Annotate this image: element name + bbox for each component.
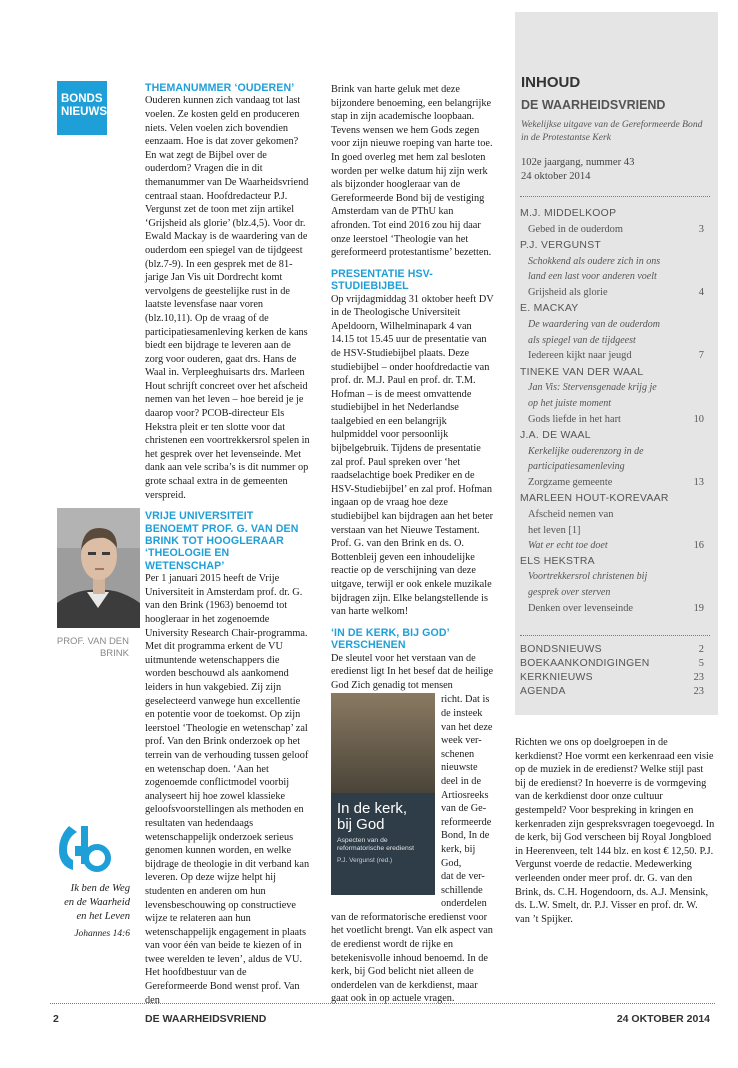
footer-date: 24 OKTOBER 2014: [616, 1013, 710, 1025]
toc-article: Gebed in de ouderdom: [528, 223, 623, 235]
toc-section-row: [520, 685, 704, 698]
toc-author: J.A. DE WAAL: [520, 430, 591, 441]
toc-author: ELS HEKSTRA: [520, 555, 595, 567]
toc-row: [520, 445, 704, 458]
toc-row: [520, 570, 704, 583]
toc-row: [520, 239, 704, 252]
wrap-line: nieuwste: [441, 762, 478, 774]
toc-article: Grijsheid als glorie: [528, 286, 608, 298]
quote-line2: en de Waarheid: [64, 897, 130, 908]
heading-vrije-universiteit: VRIJE UNIVERSITEIT BENOEMT PROF. G. VAN DEN BRINK TOT HOOGLERAAR ‘THEOLOGIE EN WETENSCHAP’: [145, 510, 299, 572]
badge-line2: NIEUWS: [61, 106, 107, 118]
toc-desc: als spiegel van de tijdgeest: [528, 334, 636, 346]
heading-themanummer: THEMANUMMER ‘OUDEREN’: [145, 82, 295, 94]
footer-divider: [50, 1003, 715, 1004]
toc-author: M.J. MIDDELKOOP: [520, 208, 617, 219]
book-cover: [331, 693, 435, 895]
portrait-image: [57, 508, 140, 628]
toc-page-number: 23: [693, 672, 704, 683]
toc-desc: land een last voor anderen voelt: [528, 271, 657, 283]
toc-page-number: 3: [698, 223, 704, 235]
footer-page-number: 2: [53, 1013, 59, 1025]
paragraph-benoeming-vervolg: Brink van harte geluk met deze bijzondere benoeming, een belangrijke stap in zijn academische loopbaan. Tevens wensen we hem Gods zegen voor zijn nieuwe roeping van harte toe. In goed overleg met hem zal besloten worden per welke datum hij zijn werk als bijzonder hoogleraar van de Gereformeerde Bond bij de vestiging Amsterdam van de PThU kan afronden. Tot eind 2016 zou hij daar onze leerstoel ‘Theologie van het gereformeerd protestantisme’ bezetten.: [331, 84, 493, 259]
paragraph-in-de-kerk-vervolg: van de reformatorische eredienst voor het voetlicht brengt. Van elk aspect van de eredienst wordt de rijke en betekenisvolle inhoud benoemd. In de kerk, bij God belicht niet alleen de onderdelen van de kerkdienst, maar gaat ook in op actuele vragen.: [331, 911, 493, 1005]
toc-desc: Kerkelijke ouderenzorg in de: [528, 445, 644, 457]
toc-section-label: AGENDA: [520, 686, 566, 697]
toc-row: [520, 413, 704, 426]
toc-desc: De waardering van de ouderdom: [528, 319, 661, 330]
scripture-quote: [50, 882, 130, 941]
gb-logo-icon: [53, 820, 113, 880]
book-title: [337, 801, 407, 833]
paragraph-themanummer: Ouderen kunnen zich vandaag tot last voelen. Ze kosten geld en produceren niets. Velen voelen zich bovendien eenzaam. Hoe is dat zover gekomen? En wat zegt de Bijbel over de ouderdom? Vragen die in dit themanummer van De Waarheidsvriend centraal staan. Hoofdredacteur P.J. Vergunst zet de toon met zijn artikel ‘Grijsheid als glorie’ (blz.4,5). Voor dr. Ewald Mackay is de waardering van de ouderdom een spiegel van de tijdgeest (blz.7-9). In een gesprek met de 81-jarige Jan Vis uit Dordrecht komt vervolgens de geestelijke rust in de laatste levensfase naar voren (blz.10,11). Op de vraag of de participatiesamenleving kerken de kans biedt een bijdrage te leveren aan de zorg voor ouderen, gaat drs. Hans de Waal in. Verpleeghuisarts drs. Marleen Hout schrijft concreet over het afscheid nemen van het leven – hoe bereid je je daarop voor? PCOB-directeur Els Hekstra pleit er ten slotte voor dat christenen een voortrekkersrol spelen in het gesprek over het levenseinde. Met dank aan vele scriba’s is dit nummer op grote schaal extra in de gemeenten verspreid.: [145, 95, 310, 501]
wrap-line: week ver-: [441, 735, 482, 747]
toc-row: [520, 586, 704, 599]
toc-row: [520, 397, 704, 410]
toc-article: Zorgzame gemeente: [528, 476, 613, 488]
paragraph-in-de-kerk-intro: De sleutel voor het verstaan van de eredienst ligt In het besef dat de heilige God Zich genadig tot mensen: [331, 652, 494, 691]
paragraph-in-de-kerk-slot: Richten we ons op doelgroepen in de kerkdienst? Hoe vormt een kerkenraad een visie op de muziek in de eredienst? Welke stijl past bij de eredienst? In hoeverre is de vormgeving van de kerkdienst door onze cultuur gestempeld? Voor bespreking in kringen en kerkenraden zijn gespreksvragen toegevoegd. In de kerk, bij God verscheen bij Royal Jongbloed in Heerenveen, telt 144 blz. en kost € 12,50. P.J. Vergunst voerde de redactie. Medewerking verleenden onder meer prof. dr. G. van den Brink, ds. C.H. Hogendoorn, ds. A.J. Mensink, ds. L.W. Smelt, dr. P.J. Visser en prof. dr. W. van ’t Spijker.: [515, 737, 715, 925]
toc-section-row: [520, 671, 704, 684]
heading-in-de-kerk: ‘IN DE KERK, BIJ GOD’ VERSCHENEN: [331, 626, 450, 652]
toc-author: MARLEEN HOUT-KOREVAAR: [520, 493, 669, 505]
book-title-line2: bij God: [337, 816, 385, 834]
toc-page-number: 19: [693, 602, 704, 614]
heading-hsv-studiebijbel: PRESENTATIE HSV-STUDIEBIJBEL: [331, 267, 433, 293]
column-1: [145, 82, 310, 1007]
toc-section-row: [520, 657, 704, 670]
toc-row: [520, 349, 704, 362]
photo-caption: PROF. VAN DEN BRINK: [56, 636, 129, 659]
toc-divider: [520, 635, 710, 636]
quote-line3: en het Leven: [76, 911, 130, 922]
toc-section-label: BONDSNIEUWS: [520, 644, 602, 655]
wrap-line: van de Ge-: [441, 803, 487, 815]
toc-row: [520, 255, 704, 268]
toc-page-number: 7: [698, 350, 704, 362]
toc-desc: Voortrekkersrol christenen bij: [528, 571, 648, 583]
wrap-line: Bond, In de: [441, 830, 490, 842]
toc-row: [520, 334, 704, 347]
toc-row: [520, 286, 704, 299]
toc-row: [520, 302, 704, 315]
toc-row: [520, 524, 704, 537]
quote-line1: Ik ben de Weg: [70, 883, 130, 894]
toc-article: Gods liefde in het hart: [528, 413, 621, 425]
toc-row: [520, 381, 704, 394]
toc-row: [520, 207, 704, 220]
toc-date: 24 oktober 2014: [521, 171, 591, 182]
toc-desc: participatiesamenleving: [528, 461, 625, 473]
toc-desc: op het juiste moment: [528, 397, 612, 409]
column-2: [331, 83, 495, 1006]
toc-row: [520, 602, 704, 615]
wrap-line: deel in de: [441, 775, 482, 787]
toc-desc: Jan Vis: Stervensgenade krijg je: [528, 382, 657, 394]
book-title-line1: In de kerk,: [337, 800, 408, 818]
toc-row: [520, 429, 704, 442]
toc-page-number: 16: [693, 540, 704, 552]
paragraph-hsv-studiebijbel: Op vrijdagmiddag 31 oktober heeft DV in de Theologische Universiteit Apeldoorn, Wilhelminapark 4 van 14.15 tot 15.45 uur de presentatie van de HSV-Studiebijbel plaats. Deze studiebijbel – onder hoofdredactie van prof. dr. M.J. Paul en prof. dr. T.M. Hofman – is de meest omvattende studiebijbel in het Nederlandse taalgebied en een belangrijk hulpmiddel voor persoonlijk bijbelgebruik. Tijdens de presentatie zal prof. Paul spreken over ‘het raadselachtige boek Prediker en de HSV-Studiebijbel’ en zal prof. Hofman ingaan op de vraag hoe deze studiebijbel kan bijdragen aan het beter verstaan van het Nieuwe Testament. Prof. G. van den Brink en ds. O. Bottenbleij geven een inhoudelijke reactie op de verschijning van deze uitgave, terwijl er ook enkele muzikale bijdragen zijn. Elke belangstellende is van harte welkom!: [331, 293, 494, 618]
toc-subtitle: Wekelijkse uitgave van de Gereformeerde Bond in de Protestantse Kerk: [521, 119, 703, 143]
toc-row: [520, 223, 704, 236]
wrap-line: de insteek: [441, 707, 483, 719]
toc-author: E. MACKAY: [520, 303, 579, 315]
wrap-line: van het deze: [441, 721, 493, 733]
book-cover-photo: [331, 693, 435, 793]
toc-section-label: BOEKAANKONDIGINGEN: [520, 658, 650, 669]
toc-row: [520, 555, 704, 568]
wrap-line: onderdelen: [441, 898, 487, 910]
toc-page-number: 10: [693, 413, 704, 425]
toc-row: [520, 476, 704, 489]
column-3: [515, 736, 715, 926]
toc-edition: 102e jaargang, nummer 43: [521, 157, 635, 168]
toc-author: P.J. VERGUNST: [520, 240, 602, 252]
quote-reference: Johannes 14:6: [74, 929, 130, 939]
toc-row: [520, 318, 704, 331]
footer-magazine: DE WAARHEIDSVRIEND: [145, 1013, 267, 1025]
wrap-line: dat de ver-: [441, 871, 485, 883]
wrap-line: schenen: [441, 748, 475, 760]
toc-page-number: 13: [693, 476, 704, 488]
toc-divider: [520, 196, 710, 197]
book-subtitle: Aspecten van de reformatorische eredienst: [337, 837, 415, 853]
toc-magazine-name: DE WAARHEIDSVRIEND: [521, 98, 666, 112]
wrap-line: richt. Dat is: [441, 694, 490, 706]
wrap-line: schillende: [441, 884, 483, 896]
toc-page-number: 5: [698, 658, 704, 669]
toc-section-row: [520, 643, 704, 656]
toc-row: [520, 460, 704, 473]
wrap-line: Artiosreeks: [441, 789, 489, 801]
toc-row: [520, 539, 704, 552]
toc-row: [520, 366, 704, 379]
toc-desc: Schokkend als oudere zich in ons: [528, 255, 661, 267]
wrap-line: kerk, bij God,: [441, 843, 476, 869]
toc-article: Afscheid nemen van: [528, 508, 614, 520]
toc-author: TINEKE VAN DER WAAL: [520, 366, 644, 378]
toc-row: [520, 270, 704, 283]
toc-desc: gesprek over sterven: [528, 586, 611, 598]
toc-article: Denken over levenseinde: [528, 602, 634, 614]
toc-page-number: 23: [693, 686, 704, 697]
bondsnieuws-badge: [57, 81, 107, 135]
toc-row: [520, 508, 704, 521]
badge-line1: BONDS: [61, 93, 103, 105]
toc-page-number: 4: [698, 286, 704, 298]
toc-article: Iedereen kijkt naar jeugd: [528, 350, 632, 362]
toc-title: INHOUD: [521, 74, 581, 91]
portrait-photo: [57, 508, 140, 628]
toc-page-number: 2: [698, 644, 704, 655]
wrap-line: reformeerde: [441, 816, 492, 828]
toc-desc: Wat er echt toe doet: [528, 540, 608, 552]
wrapped-text: [441, 693, 495, 911]
paragraph-vrije-universiteit: Per 1 januari 2015 heeft de Vrije Universiteit in Amsterdam prof. dr. G. van den Brink (1963) benoemd tot hoogleraar in het zogenoemde University Research Chair-programma. Met dit programma erkent de VU uitmuntende wetenschappers die worden beschouwd als aankomend leiders in hun vakgebied. Zij zijn geselecteerd vanwege hun excellentie en potentie voor de toekomst. Op zijn leerstoel ‘Theologie en wetenschap’ zal prof. Van den Brink onderzoek op het terrein van de verhouding tussen geloof en wetenschap doen. ‘Aan het zogenoemde conflictmodel voorbij analyseert hij hoe zowel klassieke geloofsvoorstellingen als methoden en resultaten van hedendaags wetenschappelijk onderzoek serieus genomen kunnen worden, en welke bijdrage de theologie in dit verband kan leveren. Op deze wijze helpt hij studenten en anderen om hun levensbeschouwing op constructieve wijze te relateren aan hun wetenschappelijk engagement in plaats van voor één van beide te kiezen of in twee werelden te leven’, aldus de VU. Het hoofdbestuur van de Gereformeerde Bond wenst prof. Van den: [145, 573, 310, 1006]
toc-article: het leven [1]: [528, 524, 581, 536]
book-author: P.J. Vergunst (red.): [337, 857, 393, 865]
toc-row: [520, 492, 704, 505]
toc-section-label: KERKNIEUWS: [520, 672, 593, 683]
